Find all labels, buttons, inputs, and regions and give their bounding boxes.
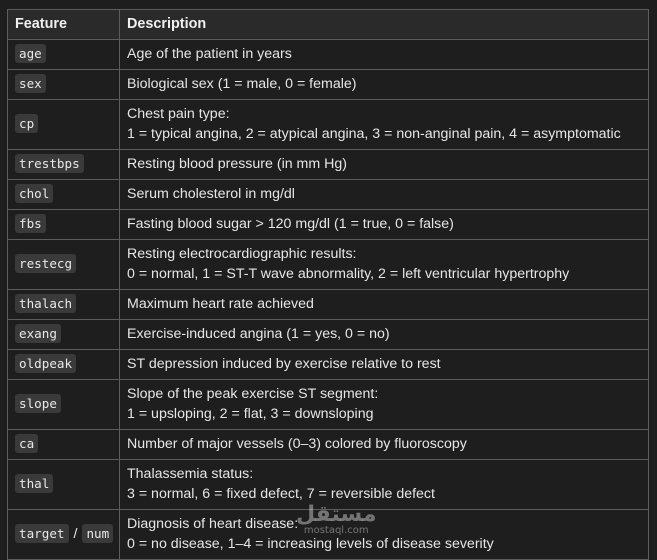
table-row: [8, 210, 649, 240]
description-text: ST depression induced by exercise relative to rest: [127, 355, 441, 372]
feature-cell: [8, 150, 120, 180]
feature-cell: [8, 320, 120, 350]
feature-code: thalach: [15, 294, 76, 313]
feature-code: slope: [15, 394, 61, 413]
feature-separator: /: [73, 526, 78, 543]
features-table: [7, 9, 649, 560]
description-text: Serum cholesterol in mg/dl: [127, 185, 295, 202]
table-row: [8, 460, 649, 510]
description-cell: [120, 430, 649, 460]
feature-cell: [8, 460, 120, 510]
feature-code: restecg: [15, 254, 76, 273]
description-cell: [120, 150, 649, 180]
features-table-container: [7, 9, 648, 560]
feature-code: cp: [15, 114, 38, 133]
feature-code: fbs: [15, 214, 46, 233]
feature-cell: [8, 510, 120, 560]
table-row: [8, 240, 649, 290]
feature-code: age: [15, 44, 46, 63]
watermark-url: mostaql.com: [303, 525, 369, 536]
description-cell: [120, 180, 649, 210]
feature-code: oldpeak: [15, 354, 76, 373]
feature-cell: [8, 380, 120, 430]
description-cell: [120, 240, 649, 290]
table-header-row: [8, 10, 649, 40]
table-row: [8, 510, 649, 560]
header-description: Description: [120, 10, 649, 40]
description-text: Number of major vessels (0–3) colored by fluoroscopy: [127, 435, 467, 452]
table-row: [8, 180, 649, 210]
description-detail: 0 = normal, 1 = ST-T wave abnormality, 2 = left ventricular hypertrophy: [127, 265, 570, 282]
description-text: Slope of the peak exercise ST segment:: [127, 386, 379, 402]
description-detail: 3 = normal, 6 = fixed defect, 7 = reversible defect: [127, 485, 435, 502]
description-text: Chest pain type:: [127, 106, 230, 122]
header-feature: Feature: [8, 10, 120, 40]
description-cell: [120, 100, 649, 150]
feature-cell: [8, 70, 120, 100]
feature-code: thal: [15, 474, 53, 493]
watermark-logo: مستقل: [296, 502, 377, 527]
feature-cell: [8, 240, 120, 290]
table-row: [8, 290, 649, 320]
description-text: Diagnosis of heart disease:: [127, 516, 299, 532]
feature-cell: [8, 180, 120, 210]
feature-code: trestbps: [15, 154, 84, 173]
feature-code: exang: [15, 324, 61, 343]
feature-code: sex: [15, 74, 46, 93]
description-text: Biological sex (1 = male, 0 = female): [127, 75, 357, 92]
feature-cell: [8, 430, 120, 460]
description-cell: [120, 40, 649, 70]
feature-code-alt: num: [82, 524, 113, 543]
description-cell: [120, 460, 649, 510]
table-body: [8, 40, 649, 560]
table-row: [8, 380, 649, 430]
table-row: [8, 40, 649, 70]
description-text: Resting electrocardiographic results:: [127, 246, 357, 262]
feature-cell: [8, 350, 120, 380]
description-text: Maximum heart rate achieved: [127, 295, 314, 312]
table-row: [8, 320, 649, 350]
description-text: Fasting blood sugar > 120 mg/dl (1 = true, 0 = false): [127, 215, 454, 232]
table-row: [8, 70, 649, 100]
description-cell: [120, 380, 649, 430]
description-text: Thalassemia status:: [127, 466, 254, 482]
table-row: [8, 350, 649, 380]
description-cell: [120, 70, 649, 100]
feature-cell: [8, 40, 120, 70]
description-text: Resting blood pressure (in mm Hg): [127, 155, 347, 172]
description-text: Age of the patient in years: [127, 45, 292, 62]
description-cell: [120, 210, 649, 240]
feature-code: ca: [15, 434, 38, 453]
description-detail: 1 = upsloping, 2 = flat, 3 = downsloping: [127, 405, 374, 422]
table-row: [8, 150, 649, 180]
description-cell: [120, 320, 649, 350]
feature-cell: [8, 210, 120, 240]
table-row: [8, 100, 649, 150]
description-cell: [120, 510, 649, 560]
feature-cell: [8, 290, 120, 320]
description-detail: 0 = no disease, 1–4 = increasing levels of disease severity: [127, 535, 494, 552]
table-row: [8, 430, 649, 460]
feature-code: target: [15, 524, 69, 543]
description-text: Exercise-induced angina (1 = yes, 0 = no): [127, 325, 390, 342]
feature-code: chol: [15, 184, 53, 203]
description-cell: [120, 290, 649, 320]
description-detail: 1 = typical angina, 2 = atypical angina, 3 = non-anginal pain, 4 = asymptomatic: [127, 125, 621, 142]
description-cell: [120, 350, 649, 380]
feature-cell: [8, 100, 120, 150]
